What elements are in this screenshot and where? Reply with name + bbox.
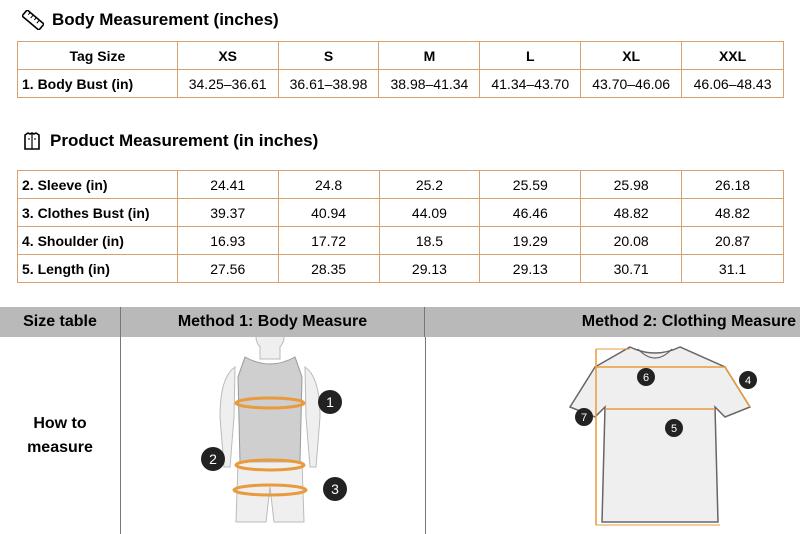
method1-header: Method 1: Body Measure <box>121 307 425 337</box>
value-cell: 48.82 <box>581 199 682 227</box>
svg-text:7: 7 <box>580 412 588 424</box>
value-cell: 26.18 <box>682 171 784 199</box>
divider <box>120 337 121 534</box>
value-cell: 17.72 <box>278 227 379 255</box>
value-cell: 28.35 <box>278 255 379 283</box>
svg-text:2: 2 <box>209 451 217 467</box>
value-cell: 29.13 <box>379 255 480 283</box>
value-cell: 29.13 <box>480 255 581 283</box>
value-cell: 25.98 <box>581 171 682 199</box>
svg-text:5: 5 <box>670 423 678 435</box>
header-cell: XS <box>177 42 278 70</box>
marker-3 <box>323 477 347 501</box>
divider <box>425 337 426 534</box>
marker-1 <box>318 390 342 414</box>
marker-6 <box>637 368 655 386</box>
body-figure-illustration <box>190 337 370 534</box>
value-cell: 24.8 <box>278 171 379 199</box>
header-cell: M <box>379 42 480 70</box>
marker-2 <box>201 447 225 471</box>
header-cell: Tag Size <box>18 42 178 70</box>
body-measurement-table <box>17 41 784 98</box>
table-row <box>18 70 784 98</box>
how-to-measure-section <box>0 307 800 534</box>
row-label: 2. Sleeve (in) <box>18 171 178 199</box>
header-cell: L <box>480 42 581 70</box>
value-cell: 20.08 <box>581 227 682 255</box>
value-cell: 20.87 <box>682 227 784 255</box>
value-cell: 46.06–48.43 <box>682 70 784 98</box>
svg-text:1: 1 <box>326 394 334 410</box>
product-measurement-title: Product Measurement (in inches) <box>22 131 318 151</box>
value-cell: 39.37 <box>177 199 278 227</box>
table-row <box>18 199 784 227</box>
header-cell: S <box>278 42 379 70</box>
value-cell: 38.98–41.34 <box>379 70 480 98</box>
marker-7 <box>575 408 593 426</box>
product-measurement-table <box>17 170 784 283</box>
marker-4 <box>739 371 757 389</box>
table-row <box>18 227 784 255</box>
value-cell: 34.25–36.61 <box>177 70 278 98</box>
value-cell: 36.61–38.98 <box>278 70 379 98</box>
value-cell: 31.1 <box>682 255 784 283</box>
value-cell: 25.2 <box>379 171 480 199</box>
row-label: 3. Clothes Bust (in) <box>18 199 178 227</box>
ruler-icon <box>22 10 44 30</box>
shirt-icon <box>22 131 42 151</box>
svg-text:4: 4 <box>744 375 752 387</box>
value-cell: 30.71 <box>581 255 682 283</box>
value-cell: 24.41 <box>177 171 278 199</box>
table-header-row <box>18 42 784 70</box>
table-row <box>18 171 784 199</box>
row-label: 4. Shoulder (in) <box>18 227 178 255</box>
body-measurement-title: Body Measurement (inches) <box>22 10 279 30</box>
table-row <box>18 255 784 283</box>
value-cell: 19.29 <box>480 227 581 255</box>
row-label: 5. Length (in) <box>18 255 178 283</box>
header-cell: XL <box>581 42 682 70</box>
svg-text:3: 3 <box>331 481 339 497</box>
value-cell: 41.34–43.70 <box>480 70 581 98</box>
svg-text:6: 6 <box>642 372 650 384</box>
value-cell: 27.56 <box>177 255 278 283</box>
value-cell: 48.82 <box>682 199 784 227</box>
value-cell: 25.59 <box>480 171 581 199</box>
value-cell: 40.94 <box>278 199 379 227</box>
value-cell: 44.09 <box>379 199 480 227</box>
header-cell: XXL <box>682 42 784 70</box>
how-to-measure-label: How to measure <box>27 414 93 456</box>
size-table-header: Size table <box>0 307 121 337</box>
row-label: 1. Body Bust (in) <box>18 70 178 98</box>
value-cell: 16.93 <box>177 227 278 255</box>
marker-5 <box>665 419 683 437</box>
value-cell: 18.5 <box>379 227 480 255</box>
method2-header: Method 2: Clothing Measure <box>425 307 800 337</box>
tshirt-illustration <box>560 337 780 534</box>
value-cell: 46.46 <box>480 199 581 227</box>
value-cell: 43.70–46.06 <box>581 70 682 98</box>
